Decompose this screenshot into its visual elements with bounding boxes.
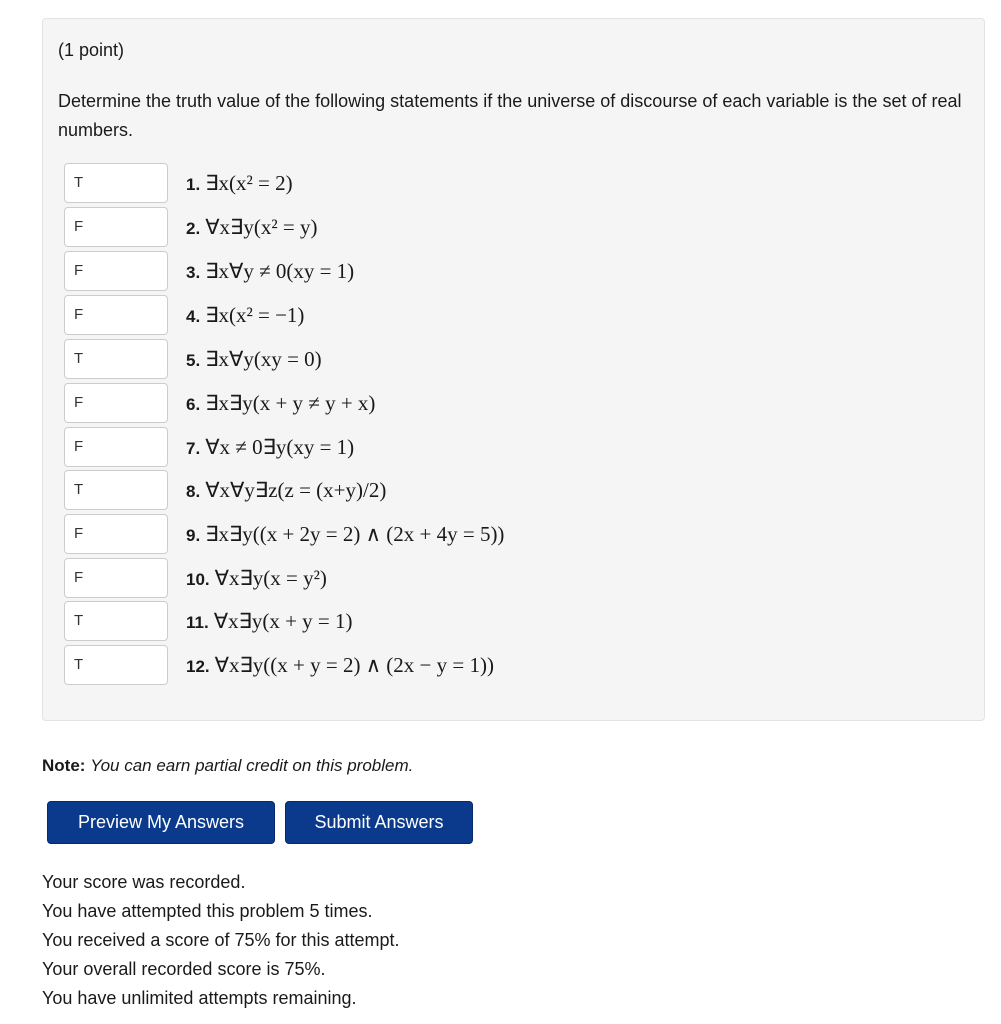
statement-math: ∀x∃y(x = y²) [214,566,327,590]
statement-math: ∃x(x² = −1) [205,303,305,327]
score-message: Your score was recorded. [42,872,246,892]
preview-answers-button[interactable]: Preview My Answers [47,801,275,844]
score-message: Your overall recorded score is 75%. [42,959,326,979]
statement-7 [186,433,354,461]
statement-11 [186,607,353,635]
statement-number: 3. [186,263,201,282]
statement-row [64,645,944,685]
statement-math: ∀x∃y(x² = y) [205,215,318,239]
statement-row [64,558,944,598]
statement-number: 9. [186,526,201,545]
statement-row [64,514,944,554]
statement-math: ∃x∃y(x + y ≠ y + x) [205,391,376,415]
statement-12 [186,651,494,679]
statement-math: ∀x∀y∃z(z = (x+y)/2) [205,478,387,502]
statement-math: ∃x(x² = 2) [205,171,293,195]
statement-4 [186,301,304,329]
statement-10 [186,564,327,592]
statement-row [64,601,944,641]
statement-row [64,383,944,423]
answer-input-11[interactable]: T [64,601,168,641]
statement-1 [186,169,293,197]
statement-number: 2. [186,219,201,238]
note-text: You can earn partial credit on this problem. [90,756,414,775]
statement-number: 7. [186,439,201,458]
statement-row [64,427,944,467]
answer-input-6[interactable]: F [64,383,168,423]
statement-number: 11. [186,613,209,632]
answer-input-3[interactable]: F [64,251,168,291]
statement-number: 12. [186,657,210,676]
statement-2 [186,213,317,241]
answer-input-8[interactable]: T [64,470,168,510]
score-message: You have unlimited attempts remaining. [42,988,357,1008]
statement-number: 1. [186,175,201,194]
statement-number: 6. [186,395,201,414]
statement-row [64,339,944,379]
statement-math: ∀x∃y(x + y = 1) [213,609,353,633]
answer-input-5[interactable]: T [64,339,168,379]
statement-math: ∃x∃y((x + 2y = 2) ∧ (2x + 4y = 5)) [205,522,505,546]
submit-answers-button[interactable]: Submit Answers [285,801,473,844]
statement-number: 8. [186,482,201,501]
statement-number: 4. [186,307,201,326]
statement-math: ∃x∀y ≠ 0(xy = 1) [205,259,355,283]
statement-row [64,470,944,510]
statement-row [64,295,944,335]
score-summary [42,868,400,1013]
partial-credit-note [42,756,413,776]
statement-row [64,163,944,203]
score-message: You received a score of 75% for this attempt. [42,930,400,950]
statement-math: ∀x ≠ 0∃y(xy = 1) [205,435,355,459]
answer-input-9[interactable]: F [64,514,168,554]
answer-input-4[interactable]: F [64,295,168,335]
problem-panel [42,18,985,721]
answer-input-12[interactable]: T [64,645,168,685]
statement-number: 10. [186,570,210,589]
statement-number: 5. [186,351,201,370]
statement-6 [186,389,375,417]
statement-8 [186,476,386,504]
statement-9 [186,520,504,548]
answer-input-7[interactable]: F [64,427,168,467]
answer-input-2[interactable]: F [64,207,168,247]
statement-row [64,251,944,291]
answer-input-1[interactable]: T [64,163,168,203]
statement-row [64,207,944,247]
statement-math: ∃x∀y(xy = 0) [205,347,322,371]
statement-3 [186,257,354,285]
answer-input-10[interactable]: F [64,558,168,598]
problem-prompt: Determine the truth value of the following statements if the universe of discourse of each variable is the set of real numbers. [58,91,962,140]
note-label: Note: [42,756,86,775]
score-message: You have attempted this problem 5 times. [42,901,373,921]
statement-5 [186,345,322,373]
problem-points: (1 point) [58,40,125,60]
statement-math: ∀x∃y((x + y = 2) ∧ (2x − y = 1)) [214,653,494,677]
